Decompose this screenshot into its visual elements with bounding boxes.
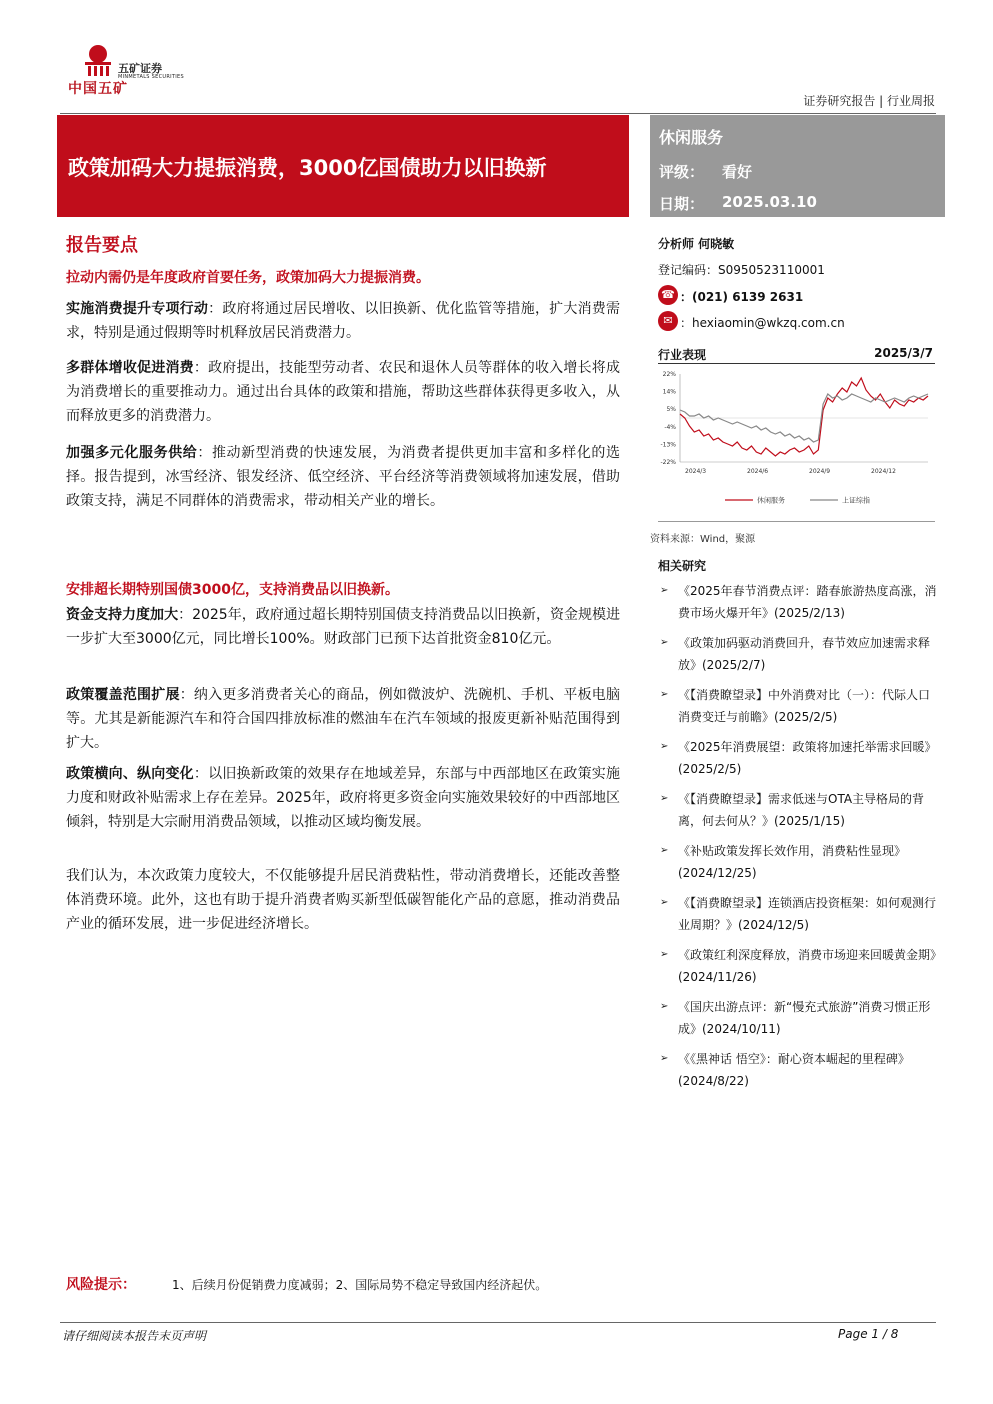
- header-divider: [60, 113, 936, 114]
- paragraph-6-text: ：以旧换新政策的效果存在地域差异，东部与中西部地区在政策实施力度和财政补贴需求上存在差异。2025年，政府将更多资金向实施效果较好的中西部地区倾斜，特别是大宗耐用消费品领域，以推动区域均衡发展。: [66, 766, 621, 830]
- paragraph-1-lead: 实施消费提升专项行动: [66, 301, 209, 317]
- logo-text-cn: 中国五矿: [68, 81, 128, 97]
- analyst-phone: ：(021) 6139 2631: [680, 290, 804, 304]
- y-tick-label: -13%: [660, 441, 676, 449]
- rating-label: 评级：: [659, 163, 705, 181]
- related-research-item[interactable]: [660, 840, 945, 884]
- paragraph-1: [66, 297, 620, 345]
- paragraph-4-lead: 资金支持力度加大: [66, 607, 179, 623]
- related-research-title: 《《黑神话 悟空》：耐心资本崛起的里程碑》(2024/8/22): [678, 1052, 910, 1088]
- performance-chart: [650, 364, 940, 514]
- performance-title: 行业表现: [658, 348, 707, 362]
- arrow-bullet-icon: ➢: [660, 949, 669, 960]
- y-tick-label: 22%: [662, 371, 676, 378]
- paragraph-6: [66, 762, 620, 834]
- arrow-bullet-icon: ➢: [660, 1001, 669, 1012]
- date-value: 2025.03.10: [722, 193, 817, 211]
- related-research-title: 《2025年春节消费点评：踏春旅游热度高涨，消费市场火爆开年》(2025/2/13): [678, 584, 937, 620]
- minmetals-logo-icon: [82, 44, 114, 78]
- related-research-title: 《补贴政策发挥长效作用，消费粘性显现》(2024/12/25): [678, 844, 907, 880]
- related-research-list: [660, 580, 945, 1100]
- related-research-item[interactable]: [660, 944, 945, 988]
- related-research-item[interactable]: [660, 736, 945, 780]
- paragraph-1-text: ：政府将通过居民增收、以旧换新、优化监管等措施，扩大消费需求，特别是通过假期等时机释放居民消费潜力。: [66, 301, 621, 341]
- related-research-title: 《2025年消费展望：政策将加速托举需求回暖》(2025/2/5): [678, 740, 937, 776]
- date-label: 日期：: [659, 195, 705, 213]
- arrow-bullet-icon: ➢: [660, 1053, 669, 1064]
- y-tick-label: -22%: [660, 459, 676, 466]
- email-icon: ✉: [658, 311, 678, 331]
- arrow-bullet-icon: ➢: [660, 897, 669, 908]
- rating-value: 看好: [722, 163, 753, 181]
- arrow-bullet-icon: ➢: [660, 793, 669, 804]
- x-tick-label: 2024/12: [871, 468, 896, 475]
- legend-label: 上证综指: [842, 496, 870, 505]
- source-divider: [658, 521, 935, 522]
- paragraph-2: [66, 356, 620, 428]
- chart-source: 资料来源：Wind，聚源: [650, 534, 756, 545]
- logo-company-name: 五矿证券: [118, 62, 162, 75]
- summary-subheading-1: 拉动内需仍是年度政府首要任务，政策加码大力提振消费。: [66, 270, 430, 286]
- x-tick-label: 2024/3: [685, 468, 707, 475]
- performance-date: 2025/3/7: [874, 346, 933, 360]
- related-research-item[interactable]: [660, 892, 945, 936]
- legend-label: 休闲服务: [757, 496, 785, 505]
- footer-divider: [60, 1322, 936, 1323]
- page-number: Page 1 / 8: [838, 1327, 899, 1341]
- rating-box: [650, 115, 945, 217]
- summary-subheading-2: 安排超长期特别国债3000亿，支持消费品以旧换新。: [66, 582, 399, 598]
- related-research-title: 《【消费瞭望录】需求低迷与OTA主导格局的背离，何去何从？》(2025/1/15): [678, 792, 925, 828]
- series-line-0: [680, 378, 928, 456]
- arrow-bullet-icon: ➢: [660, 689, 669, 700]
- arrow-bullet-icon: ➢: [660, 741, 669, 752]
- paragraph-7: 我们认为，本次政策力度较大，不仅能够提升居民消费粘性，带动消费增长，还能改善整体消费环境。此外，这也有助于提升消费者购买新型低碳智能化产品的意愿，推动消费品产业的循环发展，进一步促进经济增长。: [66, 868, 620, 932]
- y-tick-label: 14%: [662, 388, 676, 396]
- arrow-bullet-icon: ➢: [660, 585, 669, 596]
- related-research-item[interactable]: [660, 1048, 945, 1092]
- related-research-title: 《政策加码驱动消费回升，春节效应加速需求释放》(2025/2/7): [678, 636, 931, 672]
- related-research-item[interactable]: [660, 684, 945, 728]
- report-title: 政策加码大力提振消费，3000亿国债助力以旧换新: [68, 156, 547, 180]
- related-research-title: 《国庆出游点评：新“慢充式旅游”消费习惯正形成》(2024/10/11): [678, 1000, 931, 1036]
- paragraph-2-lead: 多群体增收促进消费: [66, 360, 194, 376]
- paragraph-5-text: ：纳入更多消费者关心的商品，例如微波炉、洗碗机、手机、平板电脑等。尤其是新能源汽车和符合国四排放标准的燃油车在汽车领域的报废更新补贴范围得到扩大。: [66, 687, 621, 751]
- x-tick-label: 2024/6: [747, 468, 769, 475]
- paragraph-5: [66, 683, 620, 755]
- document-type: 证券研究报告 | 行业周报: [803, 94, 935, 108]
- related-research-item[interactable]: [660, 788, 945, 832]
- y-tick-label: 5%: [666, 406, 676, 414]
- arrow-bullet-icon: ➢: [660, 637, 669, 648]
- paragraph-4-text: ：2025年，政府通过超长期特别国债支持消费品以旧换新，资金规模进一步扩大至3000亿元，同比增长100%。财政部门已预下达首批资金810亿元。: [66, 607, 620, 647]
- y-tick-label: -4%: [664, 423, 676, 431]
- risk-text: 1、后续月份促销费力度减弱；2、国际局势不稳定导致国内经济起伏。: [172, 1278, 548, 1292]
- sector-name: 休闲服务: [659, 128, 724, 147]
- x-tick-label: 2024/9: [809, 468, 831, 475]
- analyst-email[interactable]: ：hexiaomin@wkzq.com.cn: [680, 316, 845, 330]
- paragraph-3-text: ：推动新型消费的快速发展，为消费者提供更加丰富和多样化的选择。报告提到，冰雪经济、银发经济、低空经济、平台经济等消费领域将加速发展，借助政策支持，满足不同群体的消费需求，带动相关产业的增长。: [66, 445, 621, 509]
- related-research-title: 《【消费瞭望录】中外消费对比（一）：代际人口消费变迁与前瞻》(2025/2/5): [678, 688, 931, 724]
- paragraph-3-lead: 加强多元化服务供给: [66, 445, 198, 461]
- paragraph-4: [66, 603, 620, 651]
- phone-icon: ☎: [658, 285, 678, 305]
- related-research-item[interactable]: [660, 580, 945, 624]
- paragraph-5-lead: 政策覆盖范围扩展: [66, 687, 180, 703]
- analyst-name: 分析师 何晓敏: [658, 237, 735, 251]
- paragraph-3: [66, 441, 620, 513]
- risk-label: 风险提示：: [66, 1277, 136, 1293]
- arrow-bullet-icon: ➢: [660, 845, 669, 856]
- related-research-item[interactable]: [660, 996, 945, 1040]
- related-research-title: 《【消费瞭望录】连锁酒店投资框架：如何观测行业周期？》(2024/12/5): [678, 896, 937, 932]
- related-research-heading: 相关研究: [658, 559, 707, 573]
- footer-disclaimer: 请仔细阅读本报告末页声明: [62, 1329, 207, 1343]
- logo-company-en: MINMETALS SECURITIES: [118, 74, 184, 80]
- related-research-title: 《政策红利深度释放，消费市场迎来回暖黄金期》(2024/11/26): [678, 948, 937, 984]
- analyst-registration: 登记编码：S0950523110001: [658, 263, 825, 277]
- summary-heading: 报告要点: [66, 235, 138, 256]
- related-research-item[interactable]: [660, 632, 945, 676]
- paragraph-2-text: ：政府提出，技能型劳动者、农民和退休人员等群体的收入增长将成为消费增长的重要推动力。通过出台具体的政策和措施，帮助这些群体获得更多收入，从而释放更多的消费潜力。: [66, 360, 621, 424]
- paragraph-6-lead: 政策横向、纵向变化: [66, 766, 194, 782]
